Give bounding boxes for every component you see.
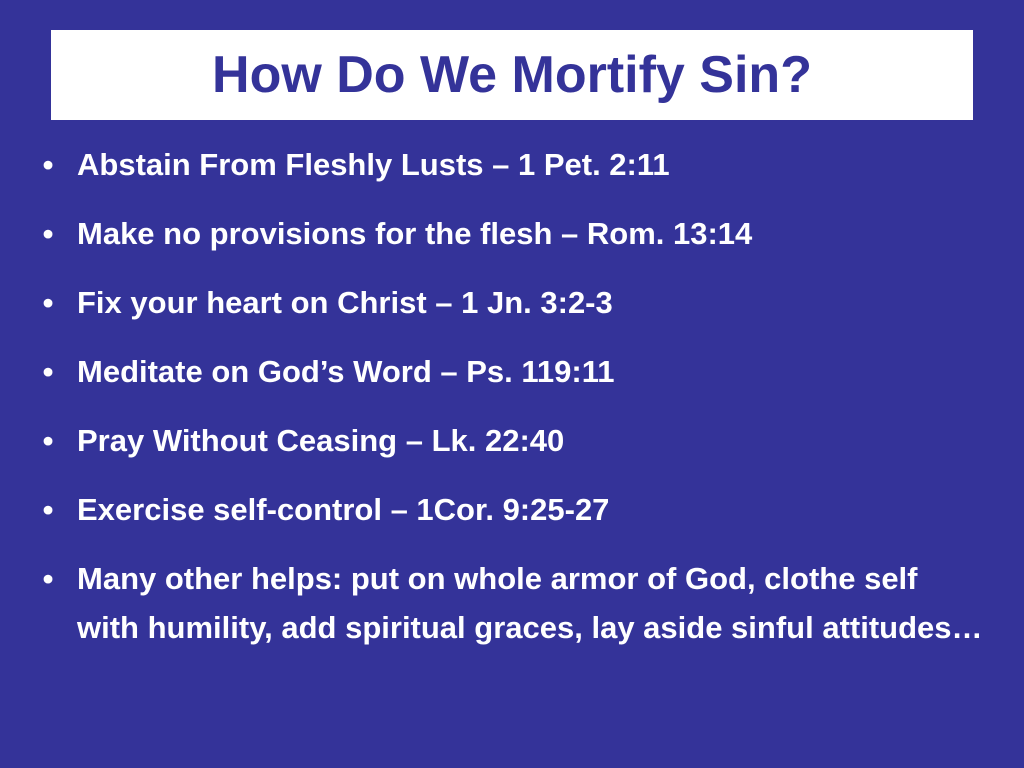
bullet-item bbox=[0, 485, 1024, 534]
bullet-list bbox=[0, 140, 1024, 672]
bullet-item bbox=[0, 554, 1024, 652]
bullet-text: Fix your heart on Christ – 1 Jn. 3:2-3 bbox=[77, 285, 613, 320]
bullet-text: Many other helps: put on whole armor of God, clothe self with humility, add spiritual graces, lay aside sinful attitudes… bbox=[77, 561, 983, 645]
slide-title: How Do We Mortify Sin? bbox=[212, 46, 812, 104]
bullet-text: Abstain From Fleshly Lusts – 1 Pet. 2:11 bbox=[77, 147, 670, 182]
bullet-item bbox=[0, 347, 1024, 396]
bullet-text: Pray Without Ceasing – Lk. 22:40 bbox=[77, 423, 565, 458]
title-box bbox=[51, 30, 973, 120]
bullet-icon: • bbox=[42, 147, 54, 182]
bullet-item bbox=[0, 140, 1024, 189]
bullet-text: Meditate on God’s Word – Ps. 119:11 bbox=[77, 354, 615, 389]
bullet-icon: • bbox=[42, 354, 54, 389]
bullet-icon: • bbox=[42, 216, 54, 251]
bullet-icon: • bbox=[42, 423, 54, 458]
bullet-icon: • bbox=[42, 561, 54, 596]
bullet-icon: • bbox=[42, 285, 54, 320]
bullet-item bbox=[0, 416, 1024, 465]
bullet-text: Exercise self-control – 1Cor. 9:25-27 bbox=[77, 492, 610, 527]
bullet-item bbox=[0, 278, 1024, 327]
bullet-icon: • bbox=[42, 492, 54, 527]
bullet-item bbox=[0, 209, 1024, 258]
bullet-text: Make no provisions for the flesh – Rom. 13:14 bbox=[77, 216, 753, 251]
